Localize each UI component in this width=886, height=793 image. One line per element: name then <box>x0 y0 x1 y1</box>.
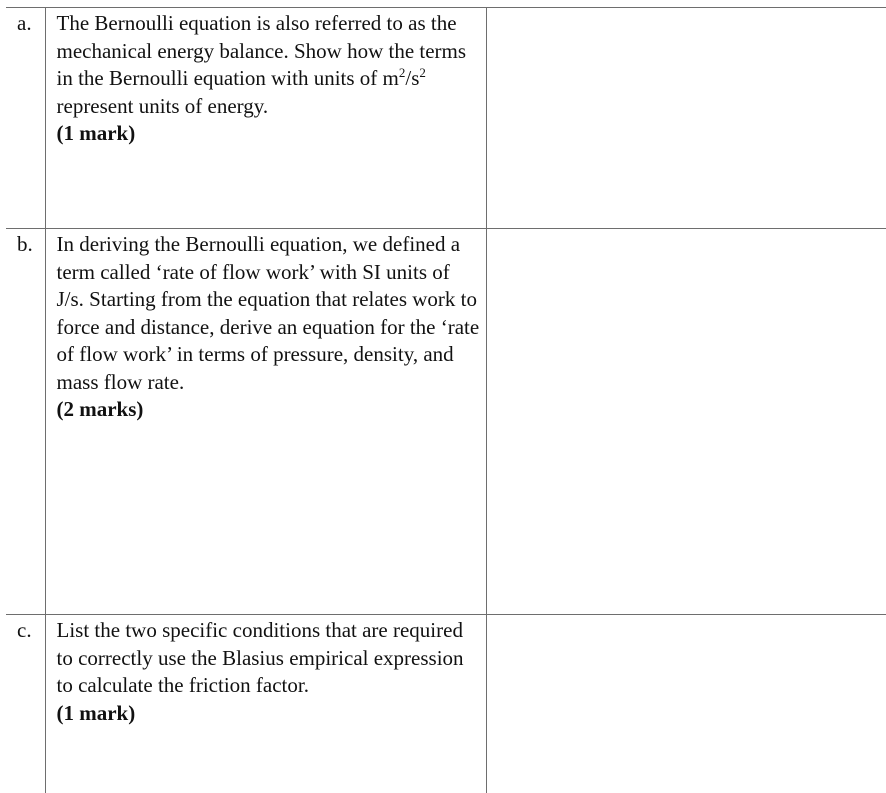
question-text-b-cell <box>45 229 486 615</box>
superscript-2-b: 2 <box>419 65 426 80</box>
question-text-c: List the two specific conditions that are required to correctly use the Blasius empirical expression to calculate the friction factor. <box>57 617 480 700</box>
question-row-a <box>6 8 886 229</box>
question-text-c-cell <box>45 615 486 793</box>
answer-cell-b[interactable] <box>486 229 886 615</box>
question-text-a-part2: /s <box>405 66 419 90</box>
question-row-b <box>6 229 886 615</box>
question-table <box>6 7 886 793</box>
question-label-a: a. <box>6 8 45 229</box>
question-text-a-part3: represent units of energy. <box>57 94 269 118</box>
question-marks-b: (2 marks) <box>57 396 480 424</box>
answer-cell-a[interactable] <box>486 8 886 229</box>
question-text-b: In deriving the Bernoulli equation, we defined a term called ‘rate of flow work’ with SI units of J/s. Starting from the equation that relates work to force and distance, derive an equation for the ‘rate of flow work’ in terms of pressure, density, and mass flow rate. <box>57 231 480 396</box>
question-label-b: b. <box>6 229 45 615</box>
question-text-a-part1: The Bernoulli equation is also referred to as the mechanical energy balance. Show how the terms in the Bernoulli equation with units of m <box>57 11 467 90</box>
question-row-c <box>6 615 886 793</box>
question-text-a <box>57 10 480 120</box>
question-marks-a: (1 mark) <box>57 120 480 148</box>
question-text-a-cell <box>45 8 486 229</box>
question-label-c: c. <box>6 615 45 793</box>
superscript-2-a: 2 <box>399 65 406 80</box>
question-marks-c: (1 mark) <box>57 700 480 728</box>
answer-cell-c[interactable] <box>486 615 886 793</box>
